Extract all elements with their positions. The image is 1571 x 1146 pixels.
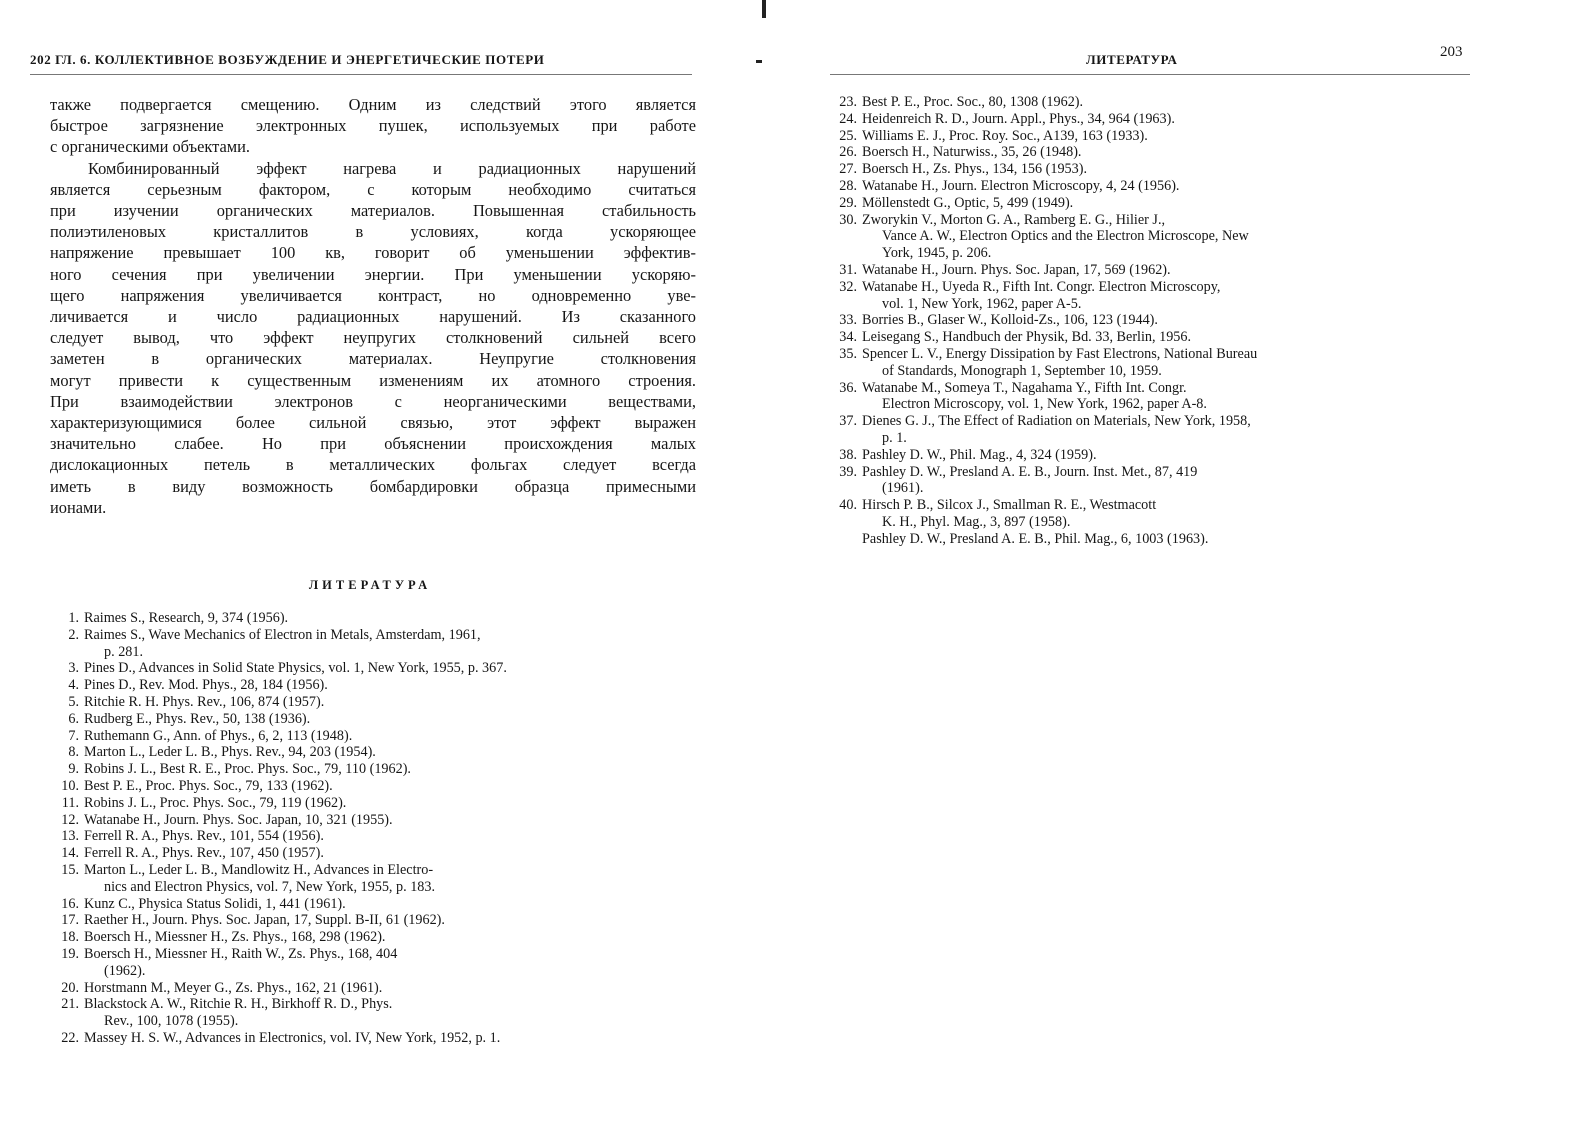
reference-item xyxy=(46,627,700,661)
reference-number: 26. xyxy=(839,144,857,161)
text-line: ионами. xyxy=(50,497,107,517)
reference-number: 1. xyxy=(68,610,79,626)
reference-number: 8. xyxy=(68,744,79,761)
reference-number: 40. xyxy=(839,497,857,514)
reference-text: Watanabe H., Uyeda R., Fifth Int. Congr. Electron Microscopy, xyxy=(862,278,1221,295)
reference-text: Spencer L. V., Energy Dissipation by Fast Electrons, National Bureau xyxy=(862,345,1258,362)
text-line: личивается и число радиационных нарушений. Из сказанного xyxy=(50,307,696,327)
text-line: иметь в виду возможность бомбардировки образца примесными xyxy=(50,476,696,496)
reference-item xyxy=(46,862,700,896)
reference-item xyxy=(46,610,700,627)
reference-item xyxy=(824,497,1484,531)
reference-text: Borries B., Glaser W., Kolloid-Zs., 106, 123 (1944). xyxy=(862,312,1158,329)
reference-item xyxy=(824,161,1484,178)
reference-text: Ruthemann G., Ann. of Phys., 6, 2, 113 (1948). xyxy=(84,727,353,744)
paragraph xyxy=(50,94,696,158)
text-line: является серьезным фактором, с которым необходимо считаться xyxy=(50,179,696,199)
reference-item xyxy=(824,413,1484,447)
right-page xyxy=(800,0,1571,1146)
reference-text: Raimes S., Wave Mechanics of Electron in Metals, Amsterdam, 1961, xyxy=(84,626,481,643)
reference-item xyxy=(46,996,700,1030)
reference-text: Boersch H., Miessner H., Raith W., Zs. Phys., 168, 404 xyxy=(84,945,398,962)
reference-item xyxy=(824,262,1484,279)
reference-text: Boersch H., Miessner H., Zs. Phys., 168, 298 (1962). xyxy=(84,929,386,946)
text-line: с органическими объектами. xyxy=(50,137,250,157)
reference-text: Möllenstedt G., Optic, 5, 499 (1949). xyxy=(862,194,1074,211)
reference-text: Robins J. L., Proc. Phys. Soc., 79, 119 (1962). xyxy=(84,794,347,811)
text-line: также подвергается смещению. Одним из следствий этого является xyxy=(50,95,696,114)
reference-number: 22. xyxy=(61,1029,79,1046)
text-line: ного сечения при увеличении энергии. При уменьшении ускоряю- xyxy=(50,264,696,284)
reference-text: Boersch H., Zs. Phys., 134, 156 (1953). xyxy=(862,161,1088,178)
reference-text: Rudberg E., Phys. Rev., 50, 138 (1936). xyxy=(84,710,311,727)
reference-number: 17. xyxy=(61,912,79,929)
reference-item xyxy=(46,946,700,980)
reference-number: 32. xyxy=(839,278,857,295)
reference-text: Marton L., Leder L. B., Mandlowitz H., Advances in Electro- xyxy=(84,861,434,878)
reference-number: 28. xyxy=(839,177,857,194)
reference-item xyxy=(824,144,1484,161)
reference-number: 18. xyxy=(61,929,79,946)
reference-number: 13. xyxy=(61,828,79,845)
reference-item xyxy=(824,447,1484,464)
reference-item xyxy=(46,812,700,829)
reference-item xyxy=(824,279,1484,313)
reference-item xyxy=(46,744,700,761)
text-line: при изучении органических материалов. Повышенная стабильность xyxy=(50,201,696,221)
reference-text-continued: Electron Microscopy, vol. 1, New York, 1962, paper A-8. xyxy=(882,396,1207,413)
reference-text: Pashley D. W., Presland A. E. B., Journ. Inst. Met., 87, 419 xyxy=(862,463,1198,480)
reference-text: Raether H., Journ. Phys. Soc. Japan, 17, Suppl. B-II, 61 (1962). xyxy=(84,912,445,929)
page-number: 203 xyxy=(1440,44,1463,60)
reference-item xyxy=(46,896,700,913)
reference-list-right xyxy=(824,94,1484,548)
reference-item xyxy=(824,464,1484,498)
reference-item xyxy=(824,195,1484,212)
reference-number: 24. xyxy=(839,110,857,127)
reference-text: Best P. E., Proc. Soc., 80, 1308 (1962). xyxy=(862,94,1084,110)
reference-number: 15. xyxy=(61,861,79,878)
reference-item xyxy=(46,711,700,728)
reference-number: 19. xyxy=(61,945,79,962)
reference-text: Leisegang S., Handbuch der Physik, Bd. 33, Berlin, 1956. xyxy=(862,329,1192,346)
reference-text-continued: Vance A. W., Electron Optics and the Electron Microscope, New xyxy=(882,228,1249,245)
text-line: При взаимодействии электронов с неорганическими веществами, xyxy=(50,391,696,411)
reference-text: Ritchie R. H. Phys. Rev., 106, 874 (1957). xyxy=(84,693,325,710)
reference-text: Pines D., Advances in Solid State Physics, vol. 1, New York, 1955, p. 367. xyxy=(84,660,507,677)
reference-number: 14. xyxy=(61,845,79,862)
reference-item xyxy=(824,380,1484,414)
reference-item xyxy=(46,1030,700,1047)
reference-text: Raimes S., Research, 9, 374 (1956). xyxy=(84,610,289,626)
reference-number: 25. xyxy=(839,127,857,144)
reference-number: 29. xyxy=(839,194,857,211)
reference-number: 7. xyxy=(68,727,79,744)
text-line: дислокационных петель в металлических фольгах следует всегда xyxy=(50,455,696,475)
reference-text: Massey H. S. W., Advances in Electronics, vol. IV, New York, 1952, p. 1. xyxy=(84,1029,501,1046)
reference-text: Zworykin V., Morton G. A., Ramberg E. G., Hilier J., xyxy=(862,211,1166,228)
running-header-right: ЛИТЕРАТУРА xyxy=(1086,52,1178,67)
reference-item xyxy=(824,346,1484,380)
reference-number: 6. xyxy=(68,710,79,727)
reference-text: Horstmann M., Meyer G., Zs. Phys., 162, 21 (1961). xyxy=(84,979,383,996)
reference-text-continued: York, 1945, p. 206. xyxy=(882,245,992,262)
reference-item xyxy=(46,761,700,778)
reference-text-continued: K. H., Phyl. Mag., 3, 897 (1958). xyxy=(882,513,1071,530)
reference-item xyxy=(46,795,700,812)
text-line: напряжение превышает 100 кв, говорит об уменьшении эффектив- xyxy=(50,243,696,263)
reference-text: Best P. E., Proc. Phys. Soc., 79, 133 (1962). xyxy=(84,777,333,794)
reference-item xyxy=(824,94,1484,111)
reference-text: Kunz C., Physica Status Solidi, 1, 441 (1961). xyxy=(84,895,346,912)
section-heading: ЛИТЕРАТУРА xyxy=(308,578,432,592)
reference-text: Robins J. L., Best R. E., Proc. Phys. Soc., 79, 110 (1962). xyxy=(84,761,411,778)
reference-number: 37. xyxy=(839,413,857,430)
reference-text-continued: of Standards, Monograph 1, September 10, 1959. xyxy=(882,362,1162,379)
binding-mark xyxy=(756,60,762,63)
reference-item xyxy=(46,845,700,862)
text-line: характеризующимися более сильной связью, этот эффект выражен xyxy=(50,413,696,433)
reference-item xyxy=(824,178,1484,195)
reference-text-continued: Rev., 100, 1078 (1955). xyxy=(104,1013,239,1030)
reference-text: Ferrell R. A., Phys. Rev., 101, 554 (1956). xyxy=(84,828,324,845)
reference-number: 12. xyxy=(61,811,79,828)
text-line: полиэтиленовых кристаллитов в условиях, когда ускоряющее xyxy=(50,222,696,242)
reference-number: 4. xyxy=(68,677,79,694)
reference-text: Williams E. J., Proc. Roy. Soc., A139, 163 (1933). xyxy=(862,127,1148,144)
reference-number: 3. xyxy=(68,660,79,677)
reference-item xyxy=(46,660,700,677)
reference-item xyxy=(824,329,1484,346)
reference-number: 35. xyxy=(839,345,857,362)
reference-text-continued: nics and Electron Physics, vol. 7, New York, 1955, p. 183. xyxy=(104,878,436,895)
left-page xyxy=(0,0,760,1146)
reference-text: Pines D., Rev. Mod. Phys., 28, 184 (1956). xyxy=(84,677,328,694)
reference-text: Hirsch P. B., Silcox J., Smallman R. E., Westmacott xyxy=(862,497,1157,514)
header-rule-left xyxy=(30,74,692,75)
header-rule-right xyxy=(830,74,1470,75)
reference-item xyxy=(46,980,700,997)
reference-number: 20. xyxy=(61,979,79,996)
reference-number: 21. xyxy=(61,996,79,1013)
reference-item xyxy=(46,728,700,745)
text-line: Комбинированный эффект нагрева и радиационных нарушений xyxy=(88,158,696,178)
reference-item xyxy=(46,828,700,845)
reference-text: Watanabe H., Journ. Phys. Soc. Japan, 17, 569 (1962). xyxy=(862,261,1171,278)
reference-number: 23. xyxy=(839,94,857,110)
reference-text: Pashley D. W., Presland A. E. B., Phil. Mag., 6, 1003 (1963). xyxy=(862,530,1209,547)
reference-number: 10. xyxy=(61,777,79,794)
reference-text: Boersch H., Naturwiss., 35, 26 (1948). xyxy=(862,144,1082,161)
reference-text-continued: vol. 1, New York, 1962, paper A-5. xyxy=(882,295,1082,312)
reference-item xyxy=(824,531,1484,548)
reference-item xyxy=(46,912,700,929)
text-line: быстрое загрязнение электронных пушек, используемых при работе xyxy=(50,116,696,136)
reference-text-continued: p. 281. xyxy=(104,643,144,660)
reference-text: Pashley D. W., Phil. Mag., 4, 324 (1959). xyxy=(862,446,1097,463)
text-line: значительно слабее. Но при объяснении происхождения малых xyxy=(50,434,696,454)
reference-number: 34. xyxy=(839,329,857,346)
reference-item xyxy=(46,677,700,694)
running-header-left: 202 ГЛ. 6. КОЛЛЕКТИВНОЕ ВОЗБУЖДЕНИЕ И ЭНЕРГЕТИЧЕСКИЕ ПОТЕРИ xyxy=(30,52,545,67)
reference-item xyxy=(824,111,1484,128)
binding-mark xyxy=(762,0,766,18)
reference-number: 39. xyxy=(839,463,857,480)
reference-text: Marton L., Leder L. B., Phys. Rev., 94, 203 (1954). xyxy=(84,744,376,761)
reference-text: Dienes G. J., The Effect of Radiation on Materials, New York, 1958, xyxy=(862,413,1251,430)
reference-text: Watanabe H., Journ. Electron Microscopy, 4, 24 (1956). xyxy=(862,177,1180,194)
reference-item xyxy=(824,312,1484,329)
reference-text: Watanabe M., Someya T., Nagahama Y., Fifth Int. Congr. xyxy=(862,379,1187,396)
reference-number: 36. xyxy=(839,379,857,396)
text-line: щего напряжения увеличивается контраст, но одновременно уве- xyxy=(50,285,696,305)
reference-number: 38. xyxy=(839,446,857,463)
reference-number: 30. xyxy=(839,211,857,228)
reference-list-left xyxy=(46,610,700,1047)
reference-text: Heidenreich R. D., Journ. Appl., Phys., 34, 964 (1963). xyxy=(862,110,1175,127)
reference-number: 16. xyxy=(61,895,79,912)
reference-text: Blackstock A. W., Ritchie R. H., Birkhoff R. D., Phys. xyxy=(84,996,393,1013)
reference-item xyxy=(46,694,700,711)
reference-text-continued: (1961). xyxy=(882,480,924,497)
reference-number: 33. xyxy=(839,312,857,329)
reference-number: 11. xyxy=(61,794,79,811)
reference-item xyxy=(824,128,1484,145)
reference-number: 5. xyxy=(68,693,79,710)
reference-text-continued: p. 1. xyxy=(882,429,907,446)
text-line: заметен в органических материалах. Неупругие столкновения xyxy=(50,349,696,369)
paragraph xyxy=(50,158,696,518)
reference-number: 9. xyxy=(68,761,79,778)
reference-item xyxy=(824,212,1484,262)
reference-number: 31. xyxy=(839,261,857,278)
text-line: следует вывод, что эффект неупругих столкновений сильней всего xyxy=(50,328,696,348)
reference-number: 2. xyxy=(68,626,79,643)
reference-item xyxy=(46,778,700,795)
text-line: могут привести к существенным изменениям их атомного строения. xyxy=(50,370,696,390)
reference-text-continued: (1962). xyxy=(104,962,146,979)
reference-item xyxy=(46,929,700,946)
body-text xyxy=(50,94,696,518)
reference-number: 27. xyxy=(839,161,857,178)
reference-text: Watanabe H., Journ. Phys. Soc. Japan, 10, 321 (1955). xyxy=(84,811,393,828)
reference-text: Ferrell R. A., Phys. Rev., 107, 450 (1957). xyxy=(84,845,324,862)
